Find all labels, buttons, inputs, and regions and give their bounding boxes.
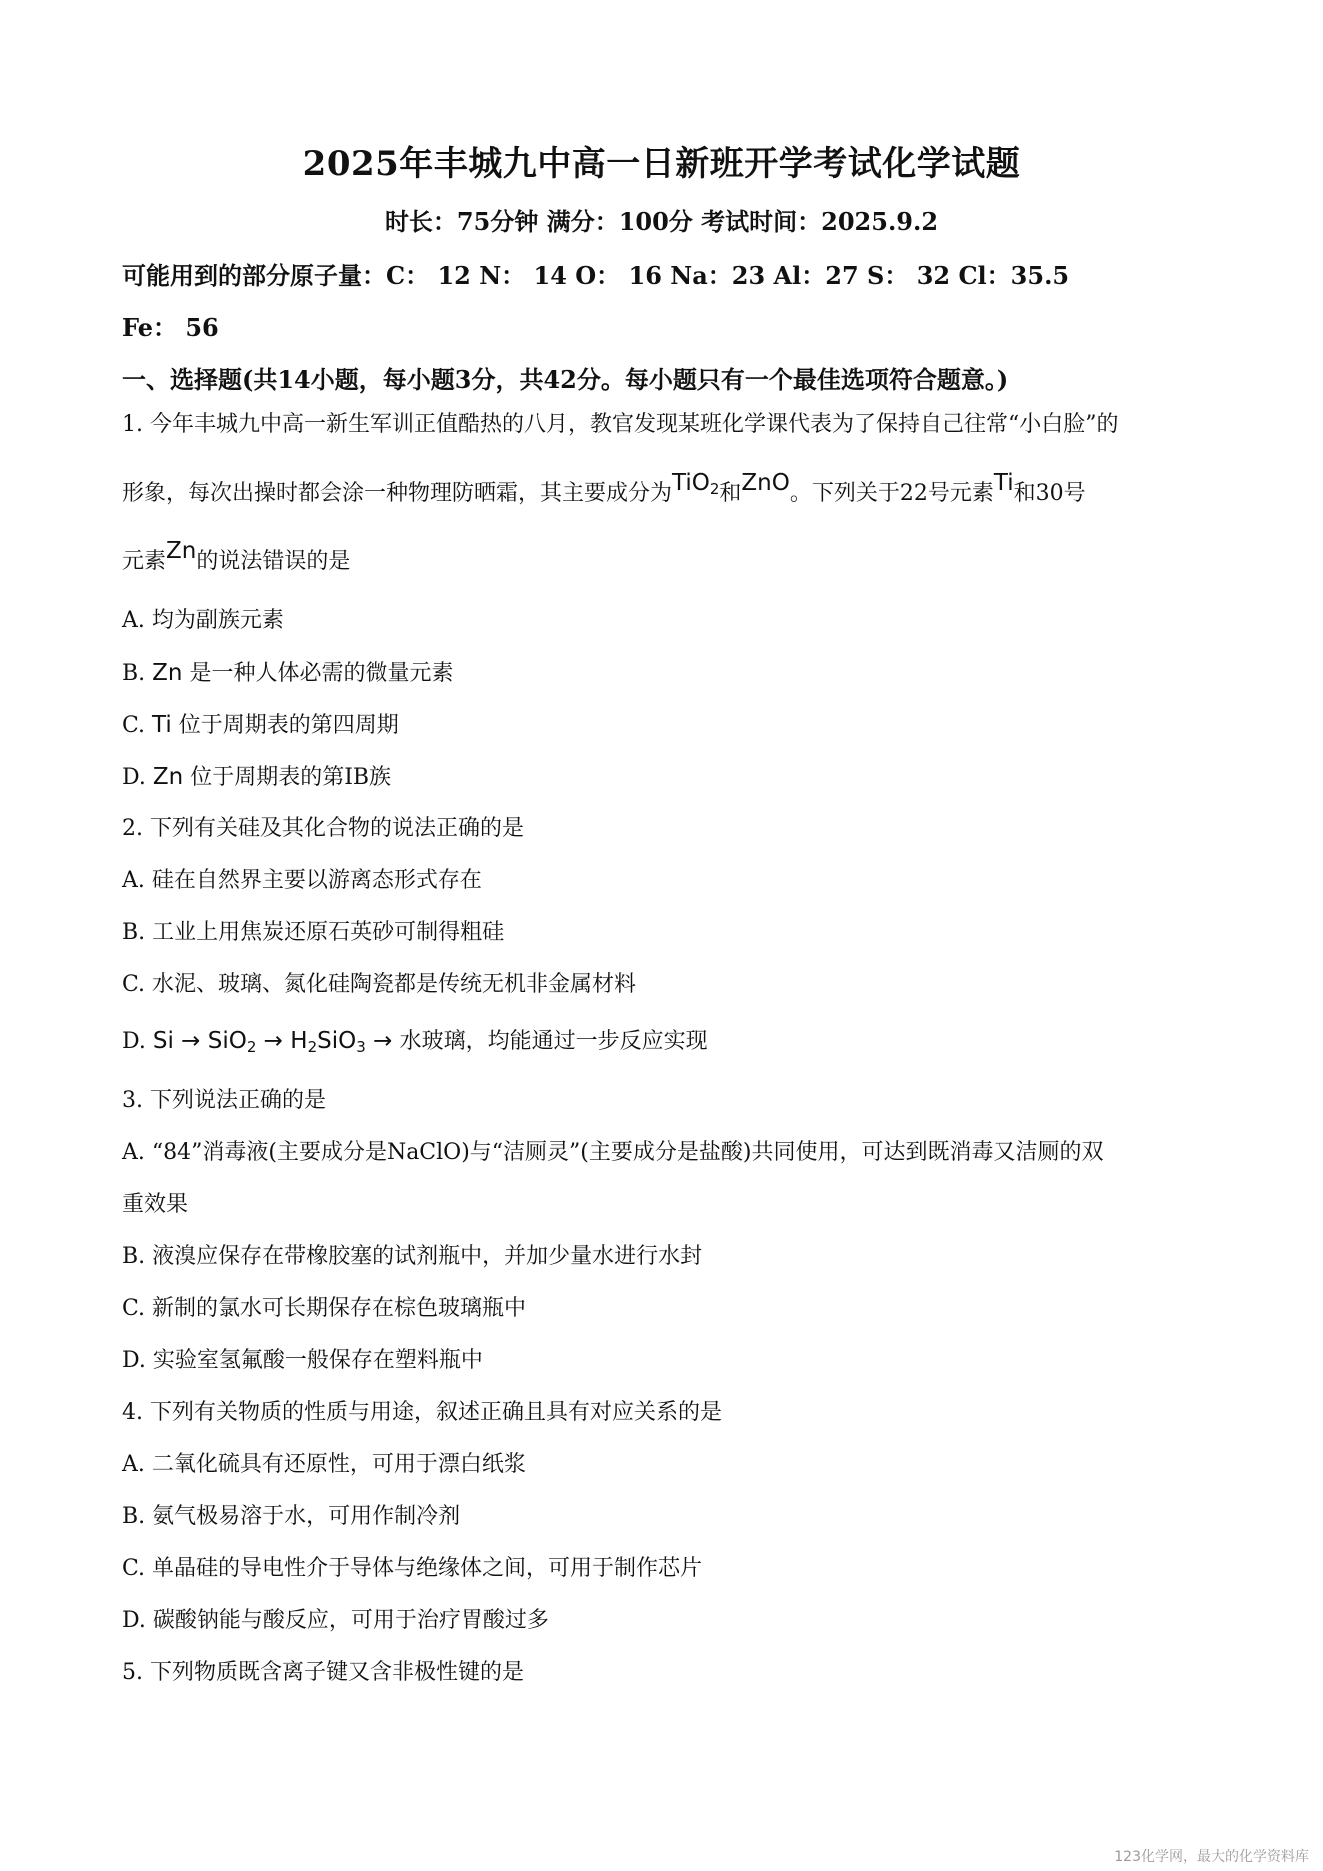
footer-watermark: 123化学网，最大的化学资料库 <box>1114 1849 1309 1865</box>
atomic-masses-line2: Fe： 56 <box>122 313 219 342</box>
atomic-masses-line1: 可能用到的部分原子量：C： 12 N： 14 O： 16 Na：23 Al：27 S： 32 Cl：35.5 <box>122 261 1070 290</box>
element-ti: Ti <box>152 712 172 738</box>
exam-info: 时长：75分钟 满分：100分 考试时间：2025.9.2 <box>384 207 939 236</box>
q2-option-b: B. 工业上用焦炭还原石英砂可制得粗硅 <box>122 920 505 945</box>
q3-option-c: C. 新制的氯水可长期保存在棕色玻璃瓶中 <box>122 1296 527 1321</box>
q4-option-c: C. 单晶硅的导电性介于导体与绝缘体之间，可用于制作芯片 <box>122 1556 703 1581</box>
q3-option-a-line2: 重效果 <box>122 1192 189 1217</box>
q1-stem-line3 <box>122 538 1222 576</box>
q1-text: 和30号 <box>1013 481 1086 506</box>
formula-tio2: TiO$_2$ <box>672 470 720 498</box>
element-zn: Zn <box>166 538 197 564</box>
q4-stem: 4. 下列有关物质的性质与用途，叙述正确且具有对应关系的是 <box>122 1400 722 1425</box>
q1-option-d: D. Zn 位于周期表的第ⅠB族 <box>122 764 392 790</box>
page-title: 2025年丰城九中高一日新班开学考试化学试题 <box>302 144 1021 184</box>
element-zn: Zn <box>152 764 184 790</box>
q1-text: 。下列关于22号元素 <box>789 481 994 506</box>
q1-stem-line2 <box>122 470 1222 508</box>
q3-stem: 3. 下列说法正确的是 <box>122 1088 326 1113</box>
q1-text: 形象，每次出操时都会涂一种物理防晒霜，其主要成分为 <box>122 481 673 506</box>
q1-option-c: C. Ti 位于周期表的第四周期 <box>122 712 399 738</box>
q1-option-a: A. 均为副族元素 <box>122 608 284 633</box>
q4-option-d: D. 碳酸钠能与酸反应，可用于治疗胃酸过多 <box>122 1608 549 1633</box>
q1-text: 元素 <box>122 549 167 574</box>
q5-stem: 5. 下列物质既含离子键又含非极性键的是 <box>122 1660 524 1685</box>
q3-option-a-line1: A. “84”消毒液(主要成分是NaClO)与“洁厕灵”(主要成分是盐酸)共同使用，可达到既消毒又洁厕的双 <box>122 1140 1104 1165</box>
q1-text: 和 <box>719 481 742 506</box>
section-heading: 一、选择题(共14小题，每小题3分，共42分。每小题只有一个最佳选项符合题意。) <box>122 365 1009 394</box>
q1-stem-line1: 1. 今年丰城九中高一新生军训正值酷热的八月，教官发现某班化学课代表为了保持自己往常“小白脸”的 <box>122 412 1119 437</box>
q2-stem: 2. 下列有关硅及其化合物的说法正确的是 <box>122 816 524 841</box>
q1-option-b: B. Zn 是一种人体必需的微量元素 <box>122 660 454 686</box>
q3-option-d: D. 实验室氢氟酸一般保存在塑料瓶中 <box>122 1348 483 1373</box>
q1-text: 的说法错误的是 <box>196 549 351 574</box>
q2-option-c: C. 水泥、玻璃、氮化硅陶瓷都是传统无机非金属材料 <box>122 972 637 997</box>
q2-option-d: D. $Si \to SiO_2 \to H_2SiO_3$ → 水玻璃，均能通过一步反应实现 <box>122 1028 708 1056</box>
q4-option-a: A. 二氧化硫具有还原性，可用于漂白纸浆 <box>122 1452 526 1477</box>
q2-option-a: A. 硅在自然界主要以游离态形式存在 <box>122 868 482 893</box>
element-ti: Ti <box>993 470 1014 496</box>
reaction-chain: $Si \to SiO_2 \to H_2SiO_3$ → <box>152 1028 400 1056</box>
formula-zno: ZnO <box>741 470 790 496</box>
q3-option-b: B. 液溴应保存在带橡胶塞的试剂瓶中，并加少量水进行水封 <box>122 1244 703 1269</box>
q4-option-b: B. 氨气极易溶于水，可用作制冷剂 <box>122 1504 461 1529</box>
element-zn: Zn <box>152 660 183 686</box>
